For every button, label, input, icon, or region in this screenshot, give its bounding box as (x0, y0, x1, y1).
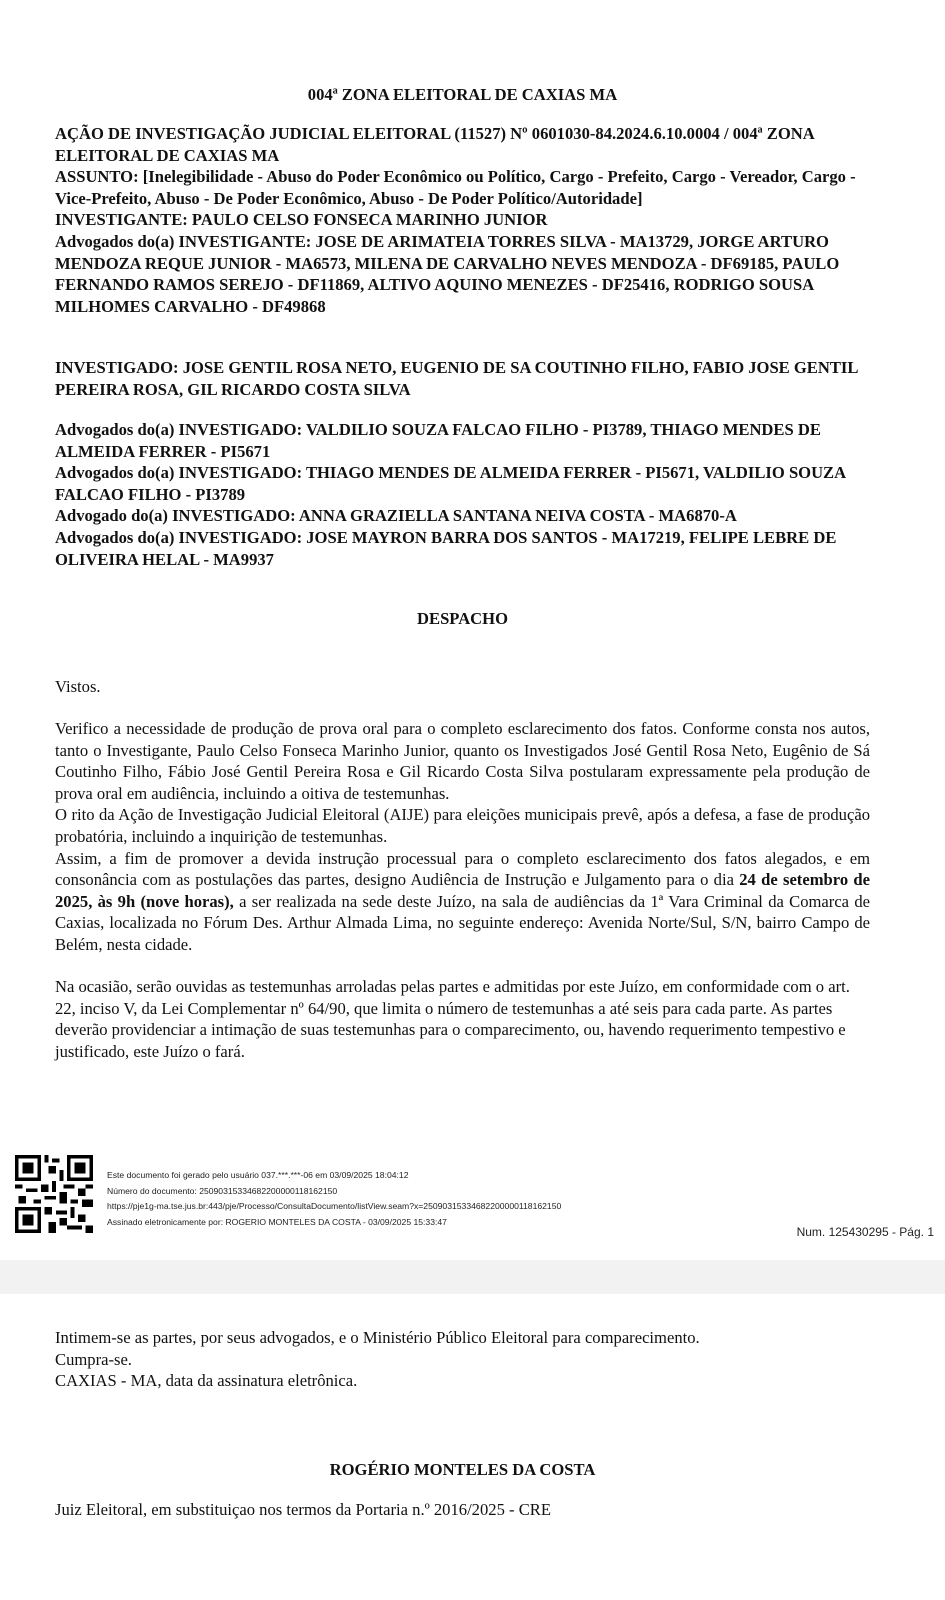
paragraph: Na ocasião, serão ouvidas as testemunhas arroladas pelas partes e admitidas por este Juízo, em conformidade com o art. 22, inciso V, da Lei Complementar nº 64/90, que limita o número de testemunhas a até seis para cada parte. As partes deverão providenciar a intimação de suas testemunhas para o comparecimento, ou, havendo requerimento tempestivo e justificado, este Juízo o fará. (55, 977, 850, 1061)
lawyers-line: Advogados do(a) INVESTIGADO: JOSE MAYRON BARRA DOS SANTOS - MA17219, FELIPE LEBRE DE OLIVEIRA HELAL - MA9937 (55, 527, 837, 569)
document-metadata (107, 1168, 561, 1230)
investigado-lawyers (55, 419, 870, 570)
signer-name: ROGÉRIO MONTELES DA COSTA (329, 1460, 596, 1479)
document-number: Número do documento: 25090315334682200000118162150 (107, 1185, 338, 1196)
text: a ser realizada na sede deste Juízo, na sala de audiências da 1ª Vara Criminal da Comarca de Caxias, localizada no Fórum Des. Arthur Almada Lima, no seguinte endereço: Avenida Norte/Sul, S/N, bairro Campo de Belém, nesta cidade. (55, 891, 871, 954)
document-footer (14, 1155, 934, 1239)
page-number: Num. 125430295 - Pág. 1 (796, 1225, 934, 1239)
qr-code-icon (14, 1155, 94, 1233)
case-header (55, 123, 870, 317)
closing (55, 1327, 870, 1392)
paragraph (55, 848, 870, 956)
closing-line: CAXIAS - MA, data da assinatura eletrônica. (55, 1371, 358, 1391)
paragraph: O rito da Ação de Investigação Judicial Eleitoral (AIJE) para eleições municipais prevê, após a defesa, a fase de produção probatória, incluindo a inquirição de testemunhas. (55, 805, 870, 846)
case-subject: ASSUNTO: [Inelegibilidade - Abuso do Poder Econômico ou Político, Cargo - Prefeito, Cargo - Vereador, Cargo - Vice-Prefeito, Abuso - De Poder Econômico, Abuso - De Poder Político/Autoridade] (55, 167, 856, 208)
paragraph: Verifico a necessidade de produção de prova oral para o completo esclarecimento dos fatos. Conforme consta nos autos, tanto o Investigante, Paulo Celso Fonseca Marinho Junior, quanto os Investigados José Gentil Rosa Neto, Eugênio de Sá Coutinho Filho, Fábio José Gentil Pereira Rosa e Gil Ricardo Costa Silva postularam expressamente pela produção de prova oral em audiência, incluindo a oitiva de testemunhas. (55, 719, 870, 803)
investigante: INVESTIGANTE: PAULO CELSO FONSECA MARINHO JUNIOR (55, 210, 548, 230)
lawyers-line: Advogado do(a) INVESTIGADO: ANNA GRAZIELLA SANTANA NEIVA COSTA - MA6870-A (55, 506, 737, 526)
signer-role: Juiz Eleitoral, em substituiçao nos termos da Portaria n.º 2016/2025 - CRE (55, 1500, 551, 1519)
vistos: Vistos. (55, 677, 101, 696)
section-title: DESPACHO (417, 609, 508, 628)
lawyers-line: Advogados do(a) INVESTIGADO: THIAGO MENDES DE ALMEIDA FERRER - PI5671, VALDILIO SOUZA FALCAO FILHO - PI3789 (55, 463, 846, 504)
signed-by: Assinado eletronicamente por: ROGERIO MONTELES DA COSTA - 03/09/2025 15:33:47 (107, 1216, 447, 1227)
document-title: 004ª ZONA ELEITORAL DE CAXIAS MA (307, 85, 618, 104)
hearing-date: 24 de setembro de 2025, às 9h (nove horas), (55, 870, 870, 911)
case-action: AÇÃO DE INVESTIGAÇÃO JUDICIAL ELEITORAL (11527) Nº 0601030-84.2024.6.10.0004 / 004ª ZONA ELEITORAL DE CAXIAS MA (55, 124, 814, 165)
generated-by: Este documento foi gerado pelo usuário 037.***.***-06 em 03/09/2025 18:04:12 (107, 1170, 409, 1180)
text: Assim, a fim de promover a devida instrução processual para o completo esclarecimento dos fatos alegados, e em consonância com as postulações das partes, designo Audiência de Instrução e Julgamento para o dia (55, 848, 870, 890)
closing-line: Cumpra-se. (55, 1349, 132, 1369)
despacho-body (55, 718, 870, 956)
document-url[interactable]: https://pje1g-ma.tse.jus.br:443/pje/Processo/ConsultaDocumento/listView.seam?x=25090315334682200000118162150 (107, 1201, 562, 1211)
page-separator (0, 1260, 945, 1294)
closing-line: Intimem-se as partes, por seus advogados, e o Ministério Público Eleitoral para comparecimento. (55, 1328, 700, 1347)
lawyers-line: Advogados do(a) INVESTIGADO: VALDILIO SOUZA FALCAO FILHO - PI3789, THIAGO MENDES DE ALMEIDA FERRER - PI5671 (55, 420, 821, 461)
investigado: INVESTIGADO: JOSE GENTIL ROSA NETO, EUGENIO DE SA COUTINHO FILHO, FABIO JOSE GENTIL PEREIRA ROSA, GIL RICARDO COSTA SILVA (55, 358, 858, 399)
investigante-lawyers: Advogados do(a) INVESTIGANTE: JOSE DE ARIMATEIA TORRES SILVA - MA13729, JORGE ARTURO MENDOZA REQUE JUNIOR - MA6573, MILENA DE CARVALHO NEVES MENDOZA - DF69185, PAULO FERNANDO RAMOS SEREJO - DF11869, ALTIVO AQUINO MENEZES - DF25416, RODRIGO SOUSA MILHOMES CARVALHO - DF49868 (55, 231, 840, 316)
